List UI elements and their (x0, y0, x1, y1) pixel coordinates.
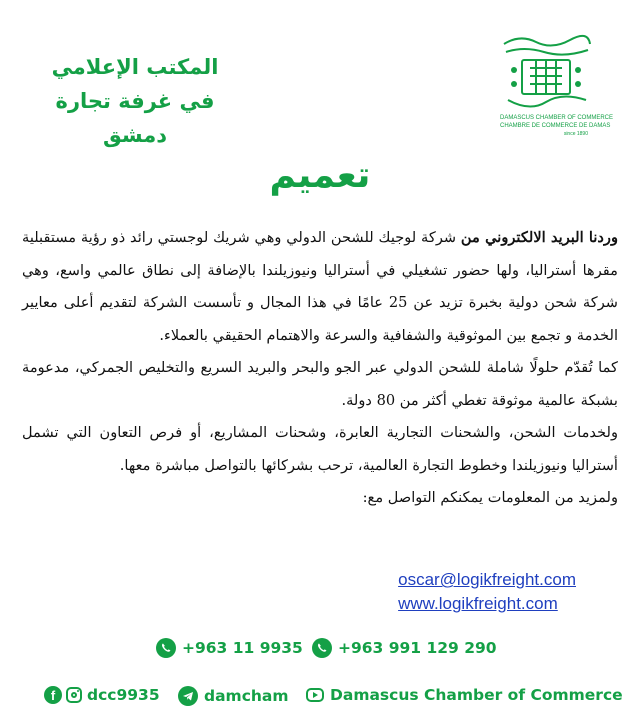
whatsapp-icon (156, 638, 176, 658)
youtube-channel: Damascus Chamber of Commerce (330, 686, 623, 704)
phone-1[interactable] (312, 638, 497, 658)
email-link[interactable]: oscar@logikfreight.com (398, 570, 576, 589)
contact-links (398, 568, 576, 616)
instagram-icon (66, 687, 82, 703)
telegram-handle: damcham (204, 687, 289, 705)
social-handle: dcc9935 (87, 686, 160, 704)
youtube-icon (306, 688, 324, 702)
paragraph-1 (22, 222, 618, 352)
paragraph-3: ولخدمات الشحن، والشحنات التجارية العابرة، وشحنات المشاريع، أو فرص التعاون التي تشمل أستراليا ونيوزيلندا وخطوط التجارة العالمية، ترحب بشركائها بالتواصل مباشرة معها. (22, 424, 618, 474)
phone-1-number: +963 991 129 290 (338, 639, 497, 657)
telegram-icon (178, 686, 198, 706)
paragraph-4: ولمزيد من المعلومات يمكنكم التواصل مع: (362, 489, 618, 506)
phone-2-number: +963 11 9935 (182, 639, 303, 657)
media-office-title (30, 50, 240, 152)
paragraph-1-text: شركة لوجيك للشحن الدولي وهي شريك لوجستي رائد ذو رؤية مستقبلية مقرها أستراليا، ولها حضور تشغيلي في أستراليا ونيوزيلندا بالإضافة إلى نطاق عالمي واسع، وهي شركة شحن دولية بخبرة تزيد عن 25 عامًا في هذا المجال و تأسست الشركة لتقديم أعلى معايير الخدمة و تجمع بين الموثوقية والشفافية والسرعة والاهتمام الحقيقي بالعملاء. (22, 229, 618, 344)
office-line-2: في غرفة تجارة دمشق (55, 89, 215, 147)
paragraph-2: كما تُقدّم حلولًا شاملة للشحن الدولي عبر الجو والبحر والبريد السريع والتخليص الجمركي، مدعومة بشبكة عالمية موثوقة تغطي أكثر من 80 دولة. (22, 359, 618, 409)
social-facebook-instagram[interactable] (44, 686, 160, 704)
circular-heading: تعميم (269, 155, 371, 196)
whatsapp-icon (312, 638, 332, 658)
social-youtube[interactable] (306, 686, 623, 704)
phone-2[interactable] (156, 638, 303, 658)
logo-text-fr: CHAMBRE DE COMMERCE DE DAMAS (500, 123, 611, 129)
facebook-icon: f (44, 686, 62, 704)
office-line-1: المكتب الإعلامي (51, 55, 219, 79)
logo-since: since 1890 (563, 131, 588, 137)
damascus-chamber-seal-icon (500, 30, 592, 114)
chamber-logo (500, 30, 614, 150)
logo-text-en: DAMASCUS CHAMBER OF COMMERCE (500, 115, 614, 121)
website-link[interactable]: www.logikfreight.com (398, 594, 558, 613)
social-telegram[interactable] (178, 686, 289, 706)
circular-body (22, 222, 618, 515)
paragraph-1-lead: وردنا البريد الالكتروني من (460, 229, 619, 246)
